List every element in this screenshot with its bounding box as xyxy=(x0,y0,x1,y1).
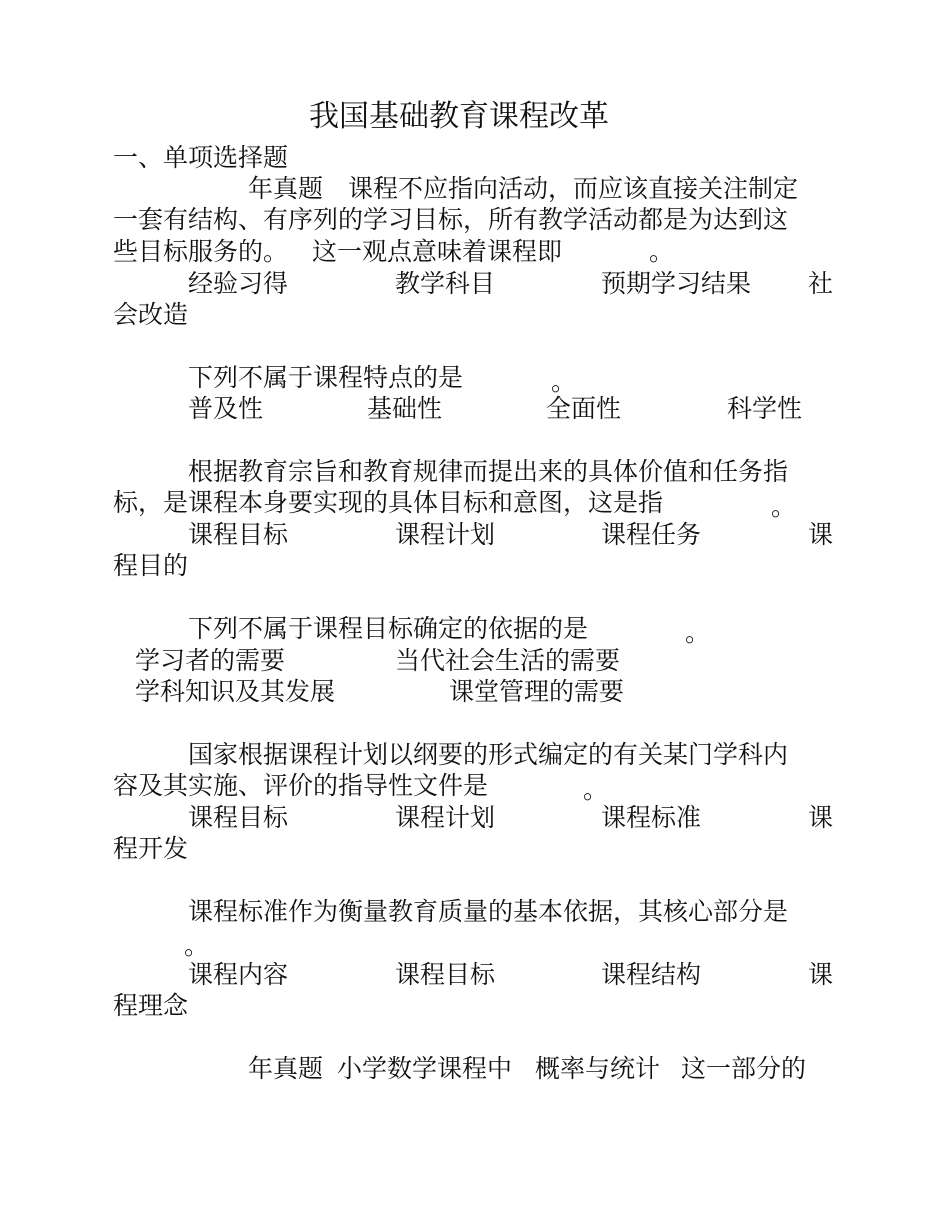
q1-blank: 。 xyxy=(649,237,675,266)
q1-stem-line1: 课程不应指向活动，而应该直接关注制定 xyxy=(348,174,799,203)
q2-option: 普及性 xyxy=(188,394,264,423)
q5-blank: 。 xyxy=(583,775,609,804)
q5-stem-line2: 容及其实施、评价的指导性文件是 xyxy=(113,771,489,800)
q2-option: 全面性 xyxy=(546,394,622,423)
q6-option: 课程结构 xyxy=(601,960,702,989)
q7-year: 年真题 xyxy=(248,1054,324,1083)
q4-option: 当代社会生活的需要 xyxy=(395,646,621,675)
q6-option: 课程内容 xyxy=(188,960,289,989)
q6-option-tail: 程理念 xyxy=(113,991,189,1020)
q7-quote: 概率与统计 xyxy=(535,1054,661,1083)
q6-blank: 。 xyxy=(184,931,210,960)
q6-option: 课程目标 xyxy=(395,960,496,989)
q7-stem: 小学数学课程中 xyxy=(337,1054,513,1083)
q3-option: 课程任务 xyxy=(601,520,702,549)
q5-option-tail: 程开发 xyxy=(113,834,189,863)
q4-stem: 下列不属于课程目标确定的依据的是 xyxy=(188,614,589,643)
q3-option: 课程目标 xyxy=(188,520,289,549)
q3-blank: 。 xyxy=(771,492,797,521)
q6-stem-line1: 课程标准作为衡量教育质量的基本依据，其核心部分是 xyxy=(188,897,789,926)
q3-stem-line1: 根据教育宗旨和教育规律而提出来的具体价值和任务指 xyxy=(188,457,789,486)
q1-option: 经验习得 xyxy=(188,269,289,298)
q6-option: 课 xyxy=(808,960,834,989)
q3-option: 课 xyxy=(808,520,834,549)
q1-stem-line3a: 些目标服务的。 xyxy=(113,237,289,266)
q1-option: 预期学习结果 xyxy=(601,269,752,298)
q1-stem-line3b: 这一观点意味着课程即 xyxy=(312,237,563,266)
q1-option: 社 xyxy=(808,269,834,298)
q3-stem-line2: 标，是课程本身要实现的具体目标和意图，这是指 xyxy=(113,488,664,517)
q5-option: 课程计划 xyxy=(395,803,496,832)
q4-option: 学科知识及其发展 xyxy=(135,677,336,706)
q3-option: 课程计划 xyxy=(395,520,496,549)
q1-year: 年真题 xyxy=(248,174,324,203)
q3-option-tail: 程目的 xyxy=(113,551,189,580)
q2-stem: 下列不属于课程特点的是 xyxy=(188,363,464,392)
q5-option: 课 xyxy=(808,803,834,832)
q7-stem-end: 这一部分的 xyxy=(681,1054,807,1083)
q4-option: 课堂管理的需要 xyxy=(449,677,625,706)
q5-stem-line1: 国家根据课程计划以纲要的形式编定的有关某门学科内 xyxy=(188,740,789,769)
page-title: 我国基础教育课程改革 xyxy=(309,99,609,134)
q4-option: 学习者的需要 xyxy=(135,646,286,675)
q2-option: 科学性 xyxy=(727,394,803,423)
q1-option-tail: 会改造 xyxy=(113,300,189,329)
q1-stem-line2: 一套有结构、有序列的学习目标，所有教学活动都是为达到这 xyxy=(113,205,789,234)
q5-option: 课程目标 xyxy=(188,803,289,832)
q2-blank: 。 xyxy=(551,367,577,396)
section-heading: 一、单项选择题 xyxy=(113,143,289,172)
q4-blank: 。 xyxy=(685,618,711,647)
q5-option: 课程标准 xyxy=(601,803,702,832)
q1-option: 教学科目 xyxy=(395,269,496,298)
q2-option: 基础性 xyxy=(367,394,443,423)
